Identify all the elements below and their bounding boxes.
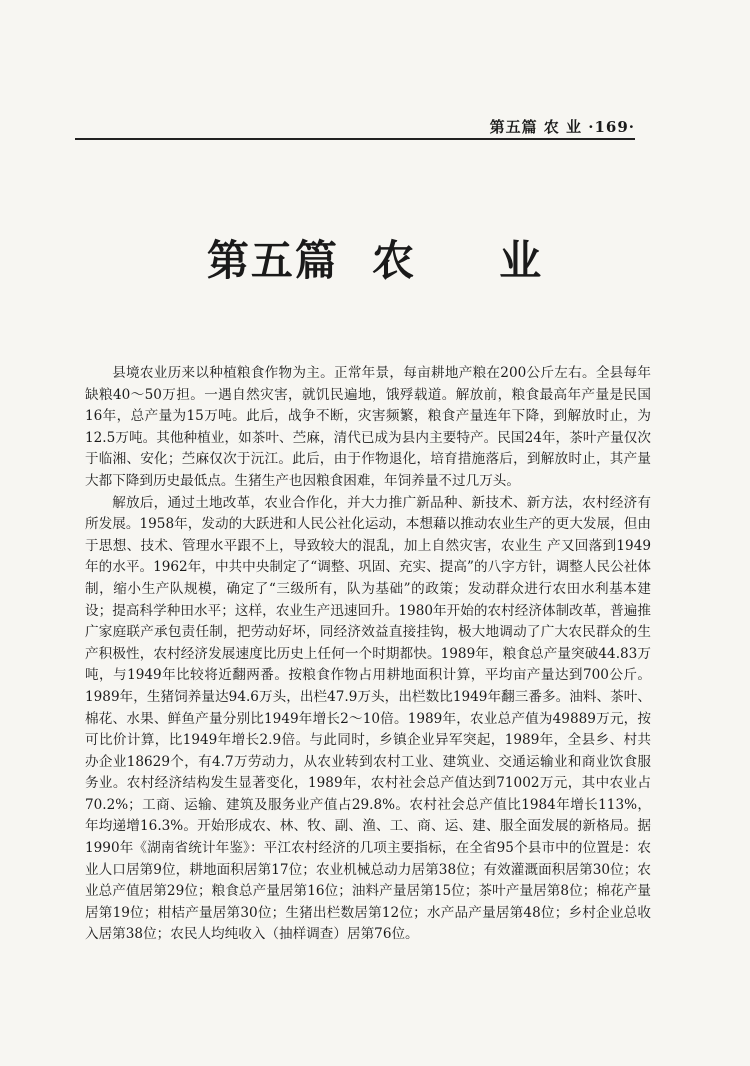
running-header	[75, 114, 635, 140]
paragraph-2: 解放后，通过土地改革，农业合作化，并大力推广新品种、新技术、新方法，农村经济有所发展。1958年，发动的大跃进和人民公社化运动，本想藉以推动农业生产的更大发展，但由于思想、技术、管理水平跟不上，导致较大的混乱，加上自然灾害，农业生 产又回落到1949年的水平。1962年，中共中央制定了“调整、巩固、充实、提高”的八字方针，调整人民公社体制，缩小生产队规模，确定了“三级所有，队为基础”的政策；发动群众进行农田水利基本建设；提高科学种田水平；这样，农业生产迅速回升。1980年开始的农村经济体制改革，普遍推广家庭联产承包责任制，把劳动好坏，同经济效益直接挂钩，极大地调动了广大农民群众的生产积极性，农村经济发展速度比历史上任何一个时期都快。1989年，粮食总产量突破44.83万吨，与1949年比较将近翻两番。按粮食作物占用耕地面积计算，平均亩产量达到700公斤。1989年，生猪饲养量达94.6万头，出栏47.9万头，出栏数比1949年翻三番多。油料、茶叶、棉花、水果、鲜鱼产量分别比1949年增长2～10倍。1989年，农业总产值为49889万元，按可比价计算，比1949年增长2.9倍。与此同时，乡镇企业异军突起，1989年，全县乡、村共办企业18629个，有4.7万劳动力，从农业转到农村工业、建筑业、交通运输业和商业饮食服务业。农村经济结构发生显著变化，1989年，农村社会总产值达到71002万元，其中农业占70.2%；工商、运输、建筑及服务业产值占29.8%。农村社会总产值比1984年增长113%，年均递增16.3%。开始形成农、林、牧、副、渔、工、商、运、建、服全面发展的新格局。据1990年《湖南省统计年鉴》：平江农村经济的几项主要指标，在全省95个县市中的位置是：农业人口居第9位，耕地面积居第17位；农业机械总动力居第38位；有效灌溉面积居第30位；农业总产值居第29位；粮食总产量居第16位；油料产量居第15位；茶叶产量居第8位；棉花产量 居第19位；柑桔产量居第30位；生猪出栏数居第12位；水产品产量居第48位；乡村企业总收入居第38位；农民人均纯收入（抽样调查）居第76位。	[85, 494, 651, 943]
paragraph-1: 县境农业历来以种植粮食作物为主。正常年景，每亩耕地产粮在200公斤左右。全县每年缺粮40～50万担。一遇自然灾害，就饥民遍地，饿殍载道。解放前，粮食最高年产量是民国16年，总产量为15万吨。此后，战争不断，灾害频繁，粮食产量连年下降，到解放时止，为12.5万吨。其他种植业，如茶叶、苎麻，清代已成为县内主要特产。民国24年，茶叶产量仅次于临湘、安化；苎麻仅次于沅江。此后，由于作物退化，培育措施落后，到解放时止，其产量大都下降到历史最低点。生猪生产也因粮食困难，年饲养量不过几万头。	[85, 365, 651, 489]
chapter-title: 第五篇 农 业	[206, 236, 544, 285]
body-text	[85, 363, 651, 946]
running-head-text: 第五篇 农 业 ·169·	[489, 118, 635, 136]
